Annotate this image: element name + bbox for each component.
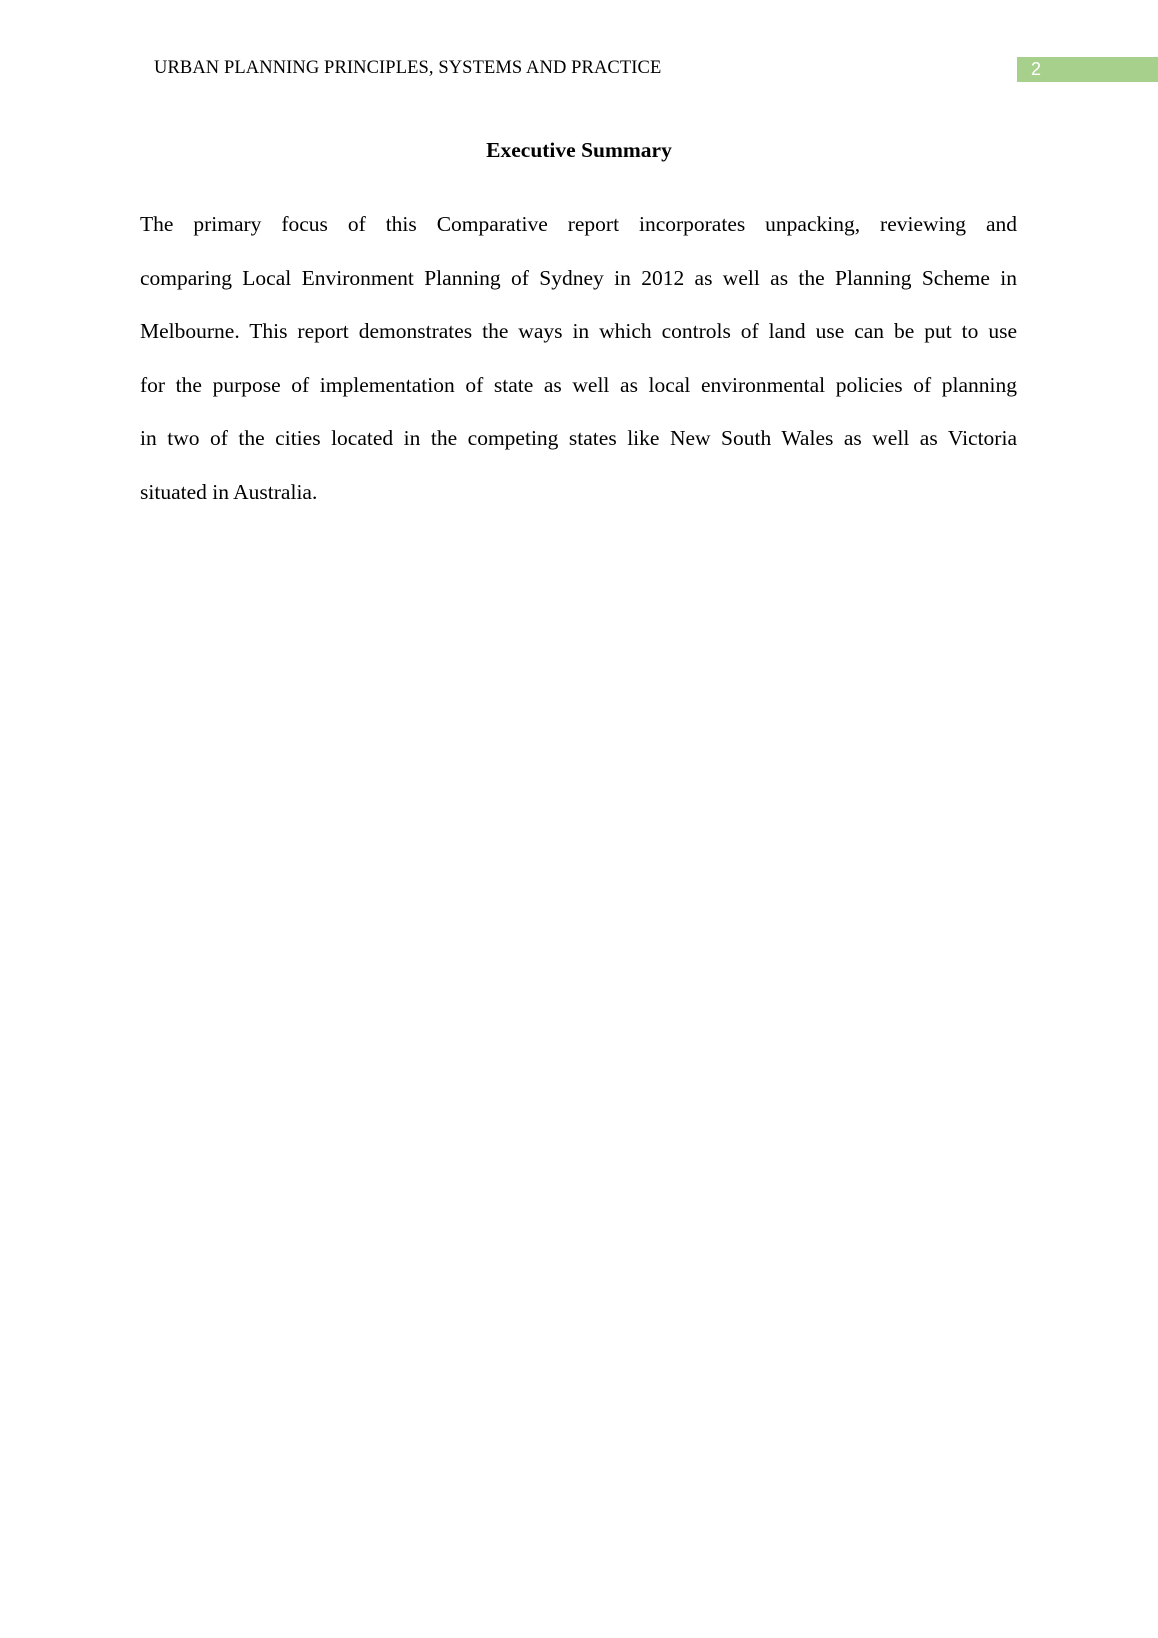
section-heading: Executive Summary <box>486 138 672 162</box>
summary-paragraph <box>140 204 1017 526</box>
running-header-title: URBAN PLANNING PRINCIPLES, SYSTEMS AND PRACTICE <box>154 58 662 78</box>
paragraph-line: The primary focus of this Comparative report incorporates unpacking, reviewing and <box>140 212 1017 236</box>
paragraph-line: situated in Australia. <box>140 479 318 504</box>
paragraph-line: comparing Local Environment Planning of Sydney in 2012 as well as the Planning Scheme in <box>140 265 1017 290</box>
paragraph-line: Melbourne. This report demonstrates the ways in which controls of land use can be put to use <box>140 319 1017 344</box>
page-number-badge: 2 <box>1017 57 1158 82</box>
paragraph-line: for the purpose of implementation of state as well as local environmental policies of planning <box>140 372 1017 397</box>
paragraph-line: in two of the cities located in the competing states like New South Wales as well as Victoria <box>140 426 1017 451</box>
